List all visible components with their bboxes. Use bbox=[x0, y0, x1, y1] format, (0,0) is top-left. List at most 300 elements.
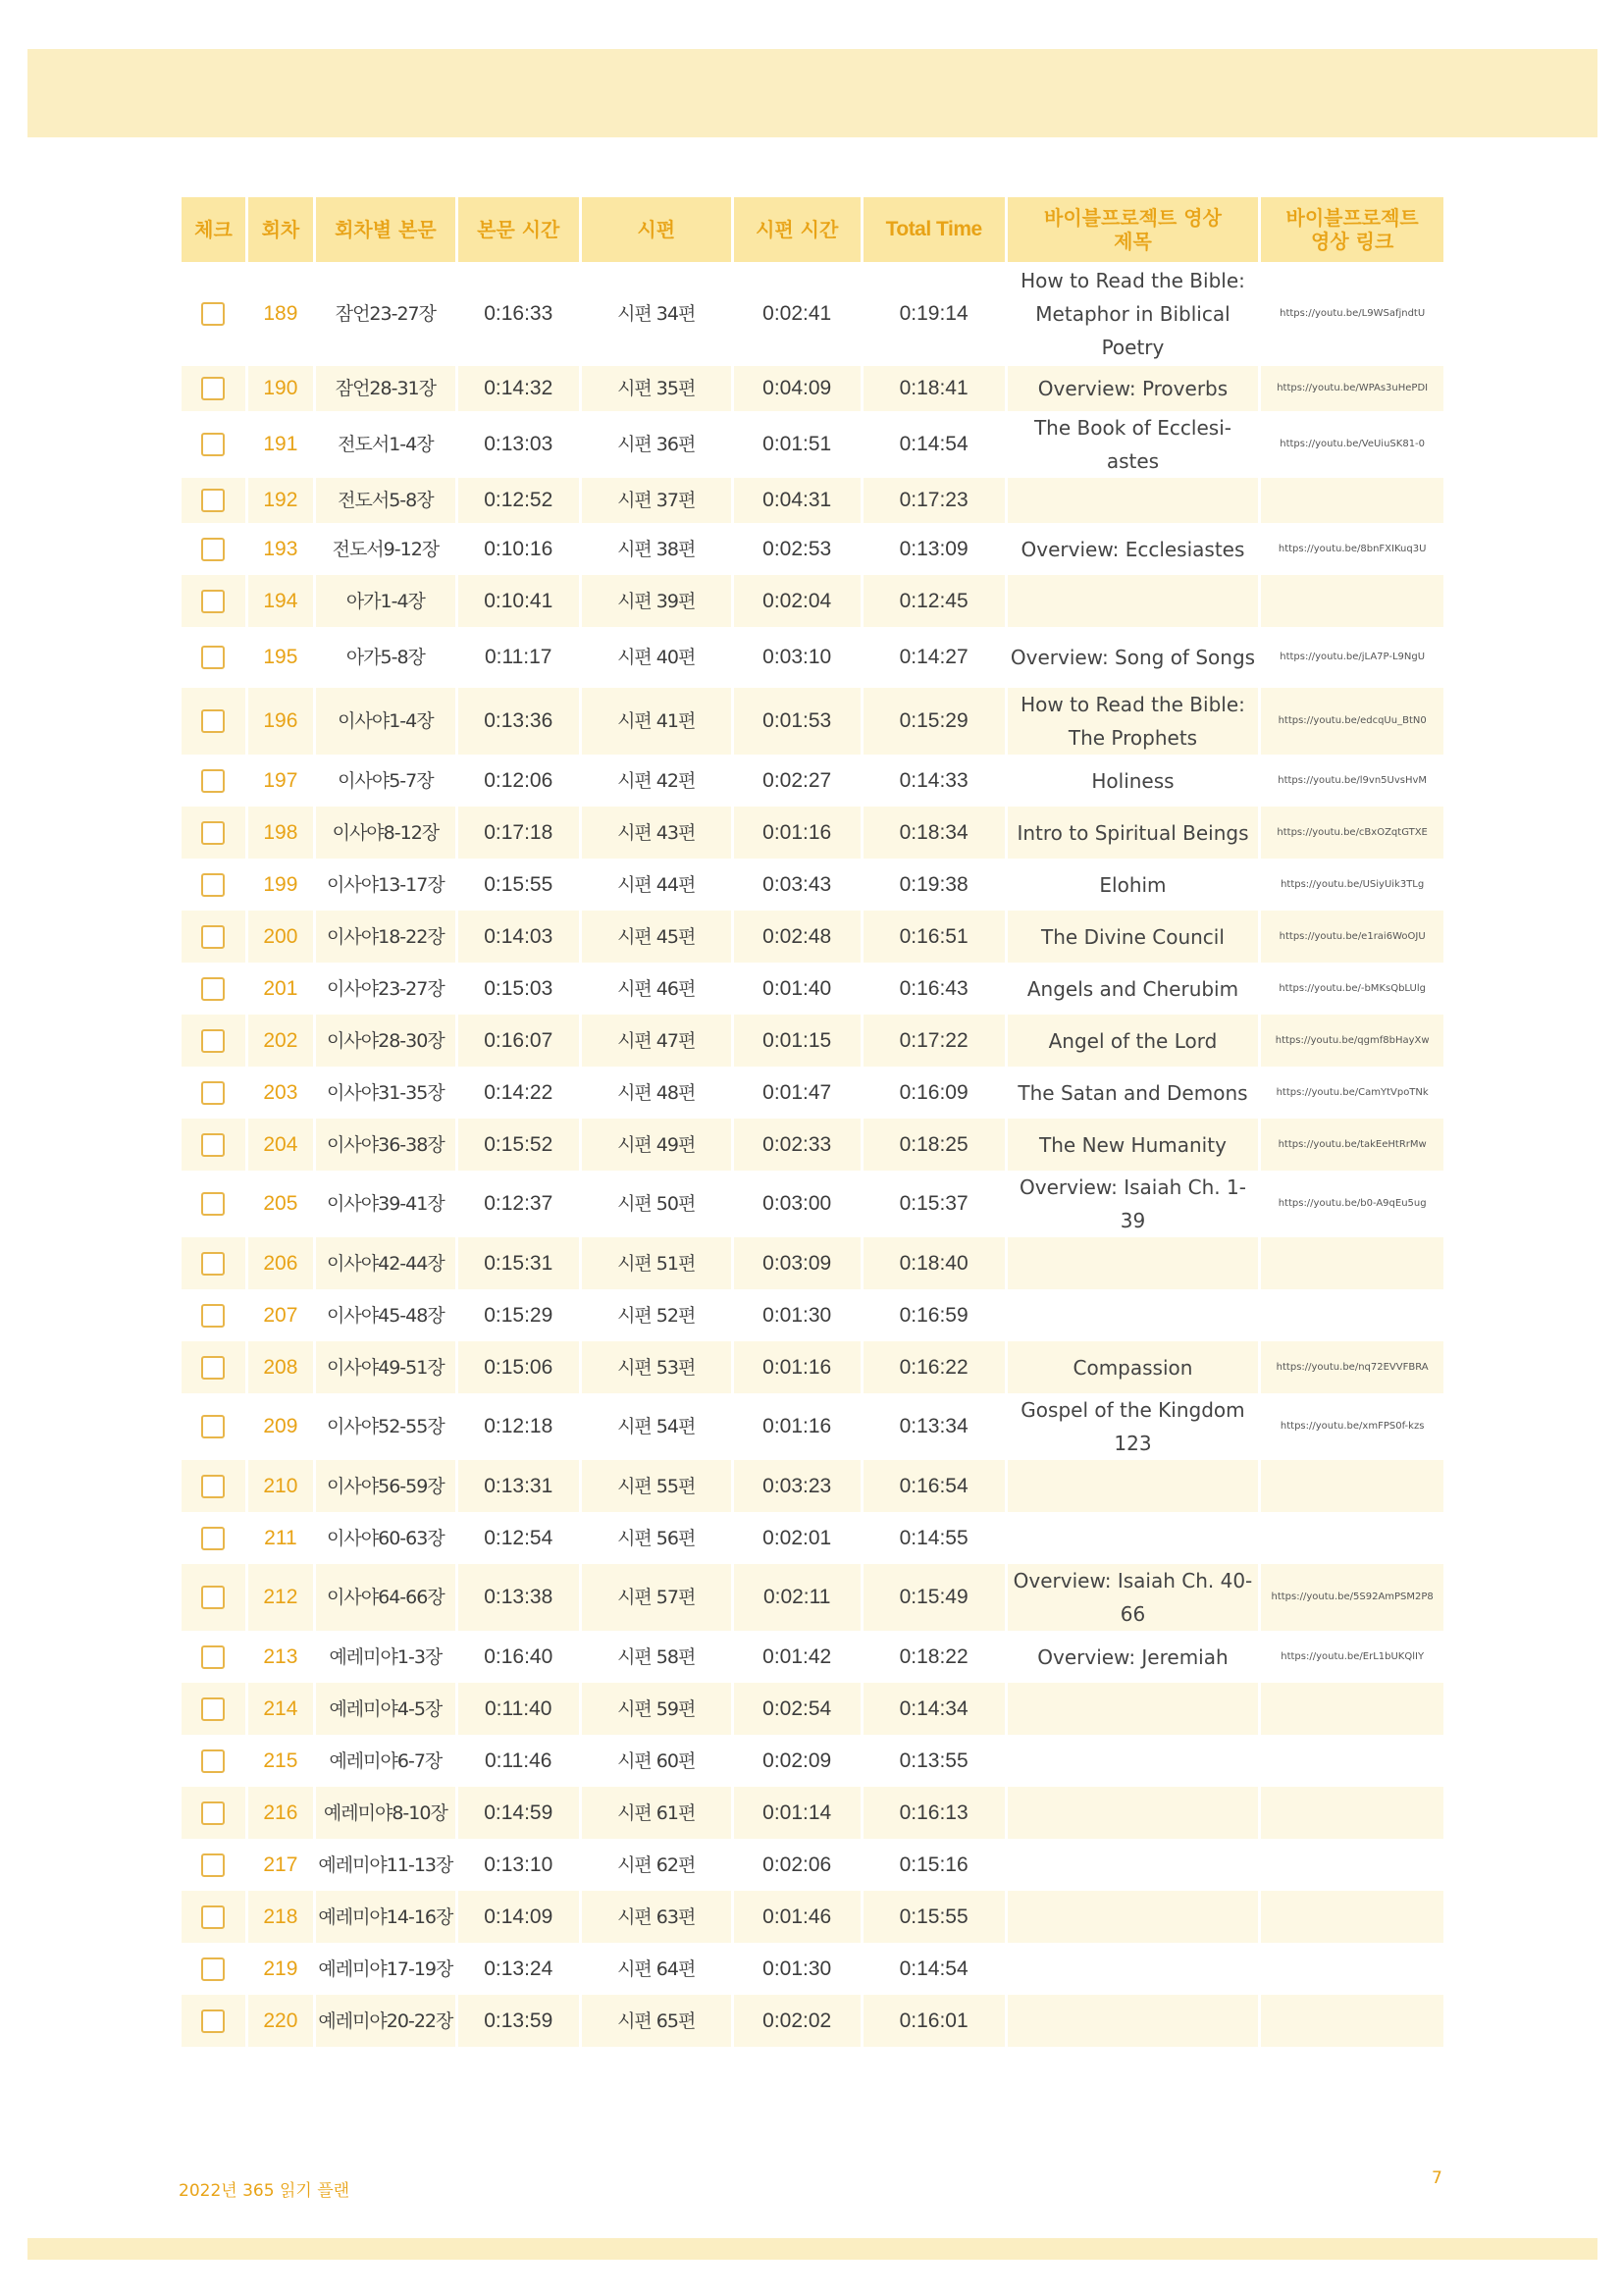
row-video-title: The Book of Ecclesi-astes bbox=[1033, 416, 1231, 473]
row-passage: 전도서9-12장 bbox=[332, 538, 440, 560]
checkbox[interactable] bbox=[201, 590, 225, 613]
header-band bbox=[27, 49, 1597, 137]
row-video-link[interactable]: https://youtu.be/ErL1bUKQlIY bbox=[1281, 1650, 1425, 1662]
table-row bbox=[182, 262, 1443, 366]
row-video-title bbox=[1008, 1683, 1259, 1735]
row-video-link[interactable] bbox=[1261, 1460, 1443, 1512]
row-video-link[interactable] bbox=[1261, 1237, 1443, 1289]
row-psalm-time: 0:01:51 bbox=[762, 433, 832, 455]
row-psalm: 시편 37편 bbox=[582, 478, 731, 523]
row-passage-time: 0:14:09 bbox=[458, 1891, 579, 1943]
checkbox[interactable] bbox=[201, 489, 225, 512]
table-row bbox=[182, 963, 1443, 1015]
row-psalm: 시편 63편 bbox=[582, 1891, 731, 1943]
row-passage-time: 0:14:03 bbox=[458, 911, 579, 963]
row-check-cell bbox=[182, 1512, 245, 1564]
table-row bbox=[182, 575, 1443, 627]
row-passage: 이사야13-17장 bbox=[327, 873, 445, 896]
checkbox[interactable] bbox=[201, 646, 225, 669]
table-row bbox=[182, 911, 1443, 963]
row-passage: 이사야5-7장 bbox=[338, 769, 434, 792]
row-total-time: 0:16:09 bbox=[899, 1080, 969, 1104]
row-num: 215 bbox=[263, 1748, 298, 1772]
checkbox[interactable] bbox=[201, 1133, 225, 1157]
row-check-cell bbox=[182, 1735, 245, 1787]
checkbox[interactable] bbox=[201, 1527, 225, 1550]
row-video-link[interactable]: https://youtu.be/edcqUu_BtN0 bbox=[1261, 688, 1443, 755]
table-row bbox=[182, 478, 1443, 523]
row-psalm-time: 0:01:16 bbox=[734, 1341, 861, 1393]
row-video-link[interactable] bbox=[1261, 1512, 1443, 1564]
row-video-link[interactable]: https://youtu.be/-bMKsQbLUlg bbox=[1279, 982, 1426, 994]
row-num: 209 bbox=[263, 1415, 298, 1437]
header-passage-time: 본문 시간 bbox=[458, 197, 579, 262]
row-passage: 이사야1-4장 bbox=[316, 688, 455, 755]
row-check-cell bbox=[182, 366, 245, 411]
header-video-link: 바이블프로젝트 영상 링크 bbox=[1261, 197, 1443, 262]
row-video-link[interactable]: https://youtu.be/WPAs3uHePDI bbox=[1261, 366, 1443, 411]
row-psalm: 시편 46편 bbox=[617, 977, 696, 1000]
row-total-time: 0:14:54 bbox=[899, 1957, 969, 1980]
row-total-time: 0:14:27 bbox=[899, 646, 969, 668]
table-row bbox=[182, 1237, 1443, 1289]
table-row bbox=[182, 1839, 1443, 1891]
table-row bbox=[182, 688, 1443, 755]
row-num: 198 bbox=[248, 807, 313, 859]
checkbox[interactable] bbox=[201, 2009, 225, 2033]
row-passage-time: 0:15:06 bbox=[458, 1341, 579, 1393]
row-num: 195 bbox=[263, 646, 298, 668]
row-num: 204 bbox=[248, 1119, 313, 1171]
row-check-cell bbox=[182, 627, 245, 688]
row-passage-time: 0:13:31 bbox=[458, 1460, 579, 1512]
row-psalm: 시편 53편 bbox=[582, 1341, 731, 1393]
header-psalm-time: 시편 시간 bbox=[734, 197, 861, 262]
row-video-title bbox=[1008, 1289, 1259, 1341]
row-num: 197 bbox=[263, 768, 298, 792]
row-passage: 이사야60-63장 bbox=[327, 1527, 445, 1549]
row-video-title bbox=[1008, 1787, 1259, 1839]
row-num: 218 bbox=[248, 1891, 313, 1943]
row-psalm-time: 0:02:02 bbox=[734, 1995, 861, 2047]
row-psalm-time: 0:01:15 bbox=[734, 1015, 861, 1067]
row-video-link[interactable]: https://youtu.be/USiyUik3TLg bbox=[1281, 878, 1425, 890]
row-passage: 잠언23-27장 bbox=[335, 303, 436, 325]
footer-band bbox=[27, 2238, 1597, 2260]
row-total-time: 0:19:14 bbox=[899, 302, 969, 325]
footer-plan-title: 2022년 365 읽기 플랜 bbox=[179, 2181, 350, 2201]
row-video-link[interactable] bbox=[1261, 1943, 1443, 1995]
row-passage-time: 0:13:38 bbox=[458, 1564, 579, 1631]
row-psalm-time: 0:03:09 bbox=[734, 1237, 861, 1289]
row-check-cell bbox=[182, 859, 245, 911]
row-num: 206 bbox=[248, 1237, 313, 1289]
row-passage: 이사야52-55장 bbox=[327, 1416, 445, 1437]
row-num: 214 bbox=[248, 1683, 313, 1735]
row-video-title: Overview: Isaiah Ch. 40-66 bbox=[1008, 1564, 1259, 1631]
row-num: 192 bbox=[248, 478, 313, 523]
row-passage-time: 0:16:07 bbox=[458, 1015, 579, 1067]
checkbox[interactable] bbox=[201, 1475, 225, 1498]
row-passage: 이사야31-35장 bbox=[327, 1081, 445, 1104]
row-video-title: Overview: Proverbs bbox=[1008, 366, 1259, 411]
row-num: 217 bbox=[263, 1852, 298, 1876]
row-total-time: 0:19:38 bbox=[899, 872, 969, 896]
row-video-title bbox=[1008, 1943, 1259, 1995]
row-psalm: 시편 44편 bbox=[617, 873, 696, 896]
row-psalm-time: 0:01:53 bbox=[734, 688, 861, 755]
table-row bbox=[182, 411, 1443, 478]
table-row bbox=[182, 1512, 1443, 1564]
row-passage: 예레미야1-3장 bbox=[329, 1645, 443, 1668]
row-check-cell bbox=[182, 1171, 245, 1237]
row-num: 210 bbox=[248, 1460, 313, 1512]
row-check-cell bbox=[182, 1564, 245, 1631]
row-check-cell bbox=[182, 807, 245, 859]
row-passage: 예레미야4-5장 bbox=[316, 1683, 455, 1735]
row-num: 212 bbox=[248, 1564, 313, 1631]
table-row bbox=[182, 1289, 1443, 1341]
row-passage: 이사야18-22장 bbox=[316, 911, 455, 963]
row-total-time: 0:13:34 bbox=[899, 1415, 969, 1437]
row-psalm-time: 0:02:11 bbox=[734, 1564, 861, 1631]
row-psalm-time: 0:01:40 bbox=[762, 976, 832, 1000]
row-total-time: 0:17:23 bbox=[864, 478, 1005, 523]
row-video-link[interactable]: https://youtu.be/CamYtVpoTNk bbox=[1276, 1086, 1429, 1098]
row-num: 193 bbox=[263, 537, 298, 560]
table-row bbox=[182, 1943, 1443, 1995]
row-psalm-time: 0:02:53 bbox=[762, 537, 832, 560]
row-psalm: 시편 40편 bbox=[617, 647, 696, 668]
row-video-link[interactable] bbox=[1261, 575, 1443, 627]
row-video-title: Angels and Cherubim bbox=[1026, 976, 1239, 1001]
row-passage: 전도서1-4장 bbox=[338, 434, 434, 455]
row-passage-time: 0:15:52 bbox=[458, 1119, 579, 1171]
row-psalm: 시편 56편 bbox=[617, 1527, 696, 1549]
row-check-cell bbox=[182, 1067, 245, 1119]
checkbox[interactable] bbox=[201, 977, 225, 1001]
row-passage-time: 0:14:32 bbox=[458, 366, 579, 411]
row-check-cell bbox=[182, 1631, 245, 1683]
row-num: 207 bbox=[263, 1303, 298, 1327]
header-check: 체크 bbox=[182, 197, 245, 262]
row-passage: 전도서5-8장 bbox=[316, 478, 455, 523]
row-psalm-time: 0:03:10 bbox=[762, 646, 832, 668]
row-video-title: Overview: Jeremiah bbox=[1037, 1644, 1229, 1669]
row-psalm: 시편 41편 bbox=[582, 688, 731, 755]
row-video-title bbox=[1008, 1995, 1259, 2047]
row-check-cell bbox=[182, 1943, 245, 1995]
checkbox[interactable] bbox=[201, 769, 225, 793]
row-num: 201 bbox=[263, 976, 298, 1000]
row-total-time: 0:17:22 bbox=[864, 1015, 1005, 1067]
row-check-cell bbox=[182, 963, 245, 1015]
row-video-link[interactable]: https://youtu.be/8bnFXIKuq3U bbox=[1278, 543, 1427, 554]
checkbox[interactable] bbox=[201, 1853, 225, 1877]
checkbox[interactable] bbox=[201, 1586, 225, 1609]
table-row bbox=[182, 1067, 1443, 1119]
row-passage: 예레미야8-10장 bbox=[316, 1787, 455, 1839]
row-check-cell bbox=[182, 262, 245, 366]
row-video-link[interactable]: https://youtu.be/takEeHtRrMw bbox=[1261, 1119, 1443, 1171]
row-video-link[interactable]: https://youtu.be/L9WSafjndtU bbox=[1280, 308, 1426, 319]
checkbox[interactable] bbox=[201, 1029, 225, 1053]
row-passage: 예레미야20-22장 bbox=[316, 1995, 455, 2047]
row-check-cell bbox=[182, 523, 245, 575]
row-check-cell bbox=[182, 1393, 245, 1460]
checkbox[interactable] bbox=[201, 377, 225, 400]
checkbox[interactable] bbox=[201, 1304, 225, 1328]
row-psalm: 시편 64편 bbox=[617, 1957, 696, 1980]
row-psalm: 시편 58편 bbox=[617, 1645, 696, 1668]
page-number: 7 bbox=[1432, 2168, 1442, 2188]
row-psalm: 시편 43편 bbox=[582, 807, 731, 859]
checkbox[interactable] bbox=[201, 1645, 225, 1669]
row-passage-time: 0:16:40 bbox=[484, 1644, 553, 1668]
row-psalm: 시편 52편 bbox=[617, 1304, 696, 1327]
row-video-title: How to Read the Bible: The Prophets bbox=[1008, 688, 1259, 755]
row-passage-time: 0:14:22 bbox=[484, 1080, 553, 1104]
row-video-link[interactable] bbox=[1261, 1891, 1443, 1943]
row-passage-time: 0:13:03 bbox=[484, 433, 553, 455]
row-num: 189 bbox=[263, 302, 298, 325]
row-passage-time: 0:11:46 bbox=[484, 1748, 552, 1772]
row-psalm-time: 0:01:30 bbox=[762, 1957, 832, 1980]
row-video-title bbox=[1008, 1237, 1259, 1289]
row-video-title bbox=[1008, 1512, 1259, 1564]
row-video-link[interactable] bbox=[1261, 1683, 1443, 1735]
header-row bbox=[182, 197, 1443, 262]
row-video-title bbox=[1008, 1891, 1259, 1943]
row-passage-time: 0:13:10 bbox=[484, 1852, 553, 1876]
row-passage: 이사야64-66장 bbox=[316, 1564, 455, 1631]
row-psalm-time: 0:02:04 bbox=[734, 575, 861, 627]
row-total-time: 0:15:55 bbox=[864, 1891, 1005, 1943]
checkbox[interactable] bbox=[201, 821, 225, 845]
row-num: 213 bbox=[263, 1644, 298, 1668]
row-video-title: Intro to Spiritual Beings bbox=[1008, 807, 1259, 859]
row-video-title: The New Humanity bbox=[1008, 1119, 1259, 1171]
row-psalm-time: 0:02:06 bbox=[762, 1852, 832, 1876]
row-passage: 아가5-8장 bbox=[345, 647, 425, 668]
row-total-time: 0:14:54 bbox=[899, 433, 969, 455]
row-total-time: 0:16:01 bbox=[864, 1995, 1005, 2047]
row-psalm: 시편 34편 bbox=[617, 303, 696, 325]
row-passage: 이사야49-51장 bbox=[316, 1341, 455, 1393]
checkbox[interactable] bbox=[201, 1749, 225, 1773]
row-video-title: Overview: Isaiah Ch. 1-39 bbox=[1020, 1175, 1246, 1232]
checkbox[interactable] bbox=[201, 538, 225, 561]
reading-plan-table bbox=[179, 197, 1446, 2047]
row-passage-time: 0:11:40 bbox=[458, 1683, 579, 1735]
row-check-cell bbox=[182, 755, 245, 807]
row-check-cell bbox=[182, 1119, 245, 1171]
checkbox[interactable] bbox=[201, 1905, 225, 1929]
row-check-cell bbox=[182, 411, 245, 478]
row-psalm-time: 0:02:27 bbox=[762, 768, 832, 792]
row-psalm-time: 0:04:31 bbox=[734, 478, 861, 523]
row-psalm-time: 0:01:16 bbox=[762, 1415, 832, 1437]
checkbox[interactable] bbox=[201, 302, 225, 326]
row-check-cell bbox=[182, 1289, 245, 1341]
row-psalm: 시편 45편 bbox=[582, 911, 731, 963]
row-passage-time: 0:12:37 bbox=[484, 1192, 553, 1215]
row-num: 200 bbox=[248, 911, 313, 963]
table-row bbox=[182, 1735, 1443, 1787]
row-video-link[interactable]: https://youtu.be/cBxOZqtGTXE bbox=[1261, 807, 1443, 859]
row-num: 191 bbox=[263, 433, 298, 455]
row-video-link[interactable]: https://youtu.be/qgmf8bHayXw bbox=[1261, 1015, 1443, 1067]
row-psalm: 시편 55편 bbox=[582, 1460, 731, 1512]
checkbox[interactable] bbox=[201, 1957, 225, 1981]
row-video-title: Holiness bbox=[1091, 768, 1175, 793]
row-psalm: 시편 49편 bbox=[582, 1119, 731, 1171]
checkbox[interactable] bbox=[201, 1252, 225, 1276]
row-passage: 이사야8-12장 bbox=[316, 807, 455, 859]
row-total-time: 0:16:13 bbox=[864, 1787, 1005, 1839]
row-psalm-time: 0:03:43 bbox=[762, 872, 832, 896]
row-video-link[interactable]: https://youtu.be/b0-A9qEu5ug bbox=[1278, 1198, 1427, 1209]
row-video-link[interactable] bbox=[1261, 1839, 1443, 1891]
checkbox[interactable] bbox=[201, 873, 225, 897]
row-psalm-time: 0:03:00 bbox=[762, 1192, 832, 1215]
row-psalm-time: 0:03:23 bbox=[734, 1460, 861, 1512]
row-video-title: Angel of the Lord bbox=[1008, 1015, 1259, 1067]
row-check-cell bbox=[182, 478, 245, 523]
row-video-link[interactable]: https://youtu.be/VeUiuSK81-0 bbox=[1280, 439, 1426, 449]
table-row bbox=[182, 1995, 1443, 2047]
row-video-link[interactable]: https://youtu.be/jLA7P-L9NgU bbox=[1280, 652, 1426, 662]
row-video-title: Overview: Ecclesiastes bbox=[1021, 537, 1245, 561]
row-total-time: 0:16:59 bbox=[899, 1303, 969, 1327]
checkbox[interactable] bbox=[201, 1192, 225, 1216]
row-psalm-time: 0:01:47 bbox=[762, 1080, 832, 1104]
row-psalm: 시편 57편 bbox=[582, 1564, 731, 1631]
checkbox[interactable] bbox=[201, 1356, 225, 1380]
row-psalm-time: 0:02:41 bbox=[762, 302, 832, 325]
row-passage-time: 0:17:18 bbox=[458, 807, 579, 859]
row-num: 202 bbox=[248, 1015, 313, 1067]
row-video-link[interactable]: https://youtu.be/l9vn5UvsHvM bbox=[1278, 774, 1428, 786]
table-row bbox=[182, 1393, 1443, 1460]
row-passage-time: 0:12:06 bbox=[484, 768, 553, 792]
row-video-link[interactable] bbox=[1261, 478, 1443, 523]
row-num: 190 bbox=[248, 366, 313, 411]
row-passage-time: 0:11:17 bbox=[484, 646, 552, 668]
row-passage-time: 0:10:16 bbox=[484, 537, 553, 560]
table-row bbox=[182, 1341, 1443, 1393]
row-num: 196 bbox=[248, 688, 313, 755]
row-total-time: 0:13:09 bbox=[899, 537, 969, 560]
row-num: 220 bbox=[248, 1995, 313, 2047]
row-passage: 예레미야6-7장 bbox=[329, 1749, 443, 1772]
row-total-time: 0:15:16 bbox=[899, 1852, 969, 1876]
checkbox[interactable] bbox=[201, 1081, 225, 1105]
row-passage-time: 0:13:24 bbox=[484, 1957, 553, 1980]
checkbox[interactable] bbox=[201, 1697, 225, 1721]
checkbox[interactable] bbox=[201, 925, 225, 949]
row-total-time: 0:18:22 bbox=[899, 1644, 969, 1668]
row-check-cell bbox=[182, 1015, 245, 1067]
table-row bbox=[182, 1891, 1443, 1943]
checkbox[interactable] bbox=[201, 1415, 225, 1438]
row-video-link[interactable]: https://youtu.be/nq72EVVFBRA bbox=[1261, 1341, 1443, 1393]
row-video-title: Overview: Song of Songs bbox=[1010, 646, 1256, 669]
row-check-cell bbox=[182, 1891, 245, 1943]
row-passage: 이사야36-38장 bbox=[316, 1119, 455, 1171]
row-psalm-time: 0:02:01 bbox=[762, 1526, 832, 1549]
row-num: 203 bbox=[263, 1080, 298, 1104]
row-check-cell bbox=[182, 1237, 245, 1289]
table-row bbox=[182, 1683, 1443, 1735]
row-video-link[interactable] bbox=[1261, 1787, 1443, 1839]
row-psalm-time: 0:01:42 bbox=[762, 1644, 832, 1668]
table-row bbox=[182, 1631, 1443, 1683]
row-video-title bbox=[1008, 478, 1259, 523]
row-psalm: 시편 54편 bbox=[617, 1416, 696, 1437]
row-total-time: 0:16:43 bbox=[899, 976, 969, 1000]
row-passage-time: 0:12:54 bbox=[484, 1526, 553, 1549]
row-psalm-time: 0:01:46 bbox=[734, 1891, 861, 1943]
table-row bbox=[182, 1564, 1443, 1631]
row-total-time: 0:18:40 bbox=[864, 1237, 1005, 1289]
table-row bbox=[182, 627, 1443, 688]
row-video-link[interactable]: https://youtu.be/e1rai6WoOJU bbox=[1261, 911, 1443, 963]
row-psalm: 시편 38편 bbox=[617, 538, 696, 560]
row-total-time: 0:18:25 bbox=[864, 1119, 1005, 1171]
row-passage: 이사야42-44장 bbox=[316, 1237, 455, 1289]
row-passage-time: 0:12:18 bbox=[484, 1415, 553, 1437]
row-passage-time: 0:15:29 bbox=[484, 1303, 553, 1327]
row-psalm: 시편 50편 bbox=[617, 1193, 696, 1215]
row-video-link[interactable] bbox=[1261, 1289, 1443, 1341]
row-passage-time: 0:15:55 bbox=[484, 872, 553, 896]
row-check-cell bbox=[182, 911, 245, 963]
row-total-time: 0:14:55 bbox=[899, 1526, 969, 1549]
checkbox[interactable] bbox=[201, 433, 225, 456]
table-row bbox=[182, 1119, 1443, 1171]
header-passage: 회차별 본문 bbox=[316, 197, 455, 262]
table-row bbox=[182, 366, 1443, 411]
table-row bbox=[182, 1787, 1443, 1839]
row-video-link[interactable]: https://youtu.be/xmFPS0f-kzs bbox=[1280, 1421, 1425, 1432]
row-video-title bbox=[1008, 1460, 1259, 1512]
row-passage-time: 0:16:33 bbox=[484, 302, 553, 325]
row-video-link[interactable] bbox=[1261, 1995, 1443, 2047]
row-video-link[interactable]: https://youtu.be/5S92AmPSM2P8 bbox=[1261, 1564, 1443, 1631]
table-row bbox=[182, 1171, 1443, 1237]
row-check-cell bbox=[182, 1995, 245, 2047]
row-psalm: 시편 61편 bbox=[582, 1787, 731, 1839]
row-psalm: 시편 36편 bbox=[617, 434, 696, 455]
row-num: 194 bbox=[248, 575, 313, 627]
row-video-link[interactable] bbox=[1261, 1735, 1443, 1787]
row-psalm: 시편 62편 bbox=[617, 1853, 696, 1876]
row-passage-time: 0:14:59 bbox=[458, 1787, 579, 1839]
row-psalm: 시편 39편 bbox=[582, 575, 731, 627]
row-passage: 이사야45-48장 bbox=[327, 1304, 445, 1327]
header-total-time: Total Time bbox=[864, 197, 1005, 262]
checkbox[interactable] bbox=[201, 1801, 225, 1825]
row-total-time: 0:16:51 bbox=[864, 911, 1005, 963]
row-passage: 이사야23-27장 bbox=[327, 977, 445, 1000]
row-video-title: How to Read the Bible: Metaphor in Biblical Poetry bbox=[1021, 269, 1245, 359]
row-num: 199 bbox=[263, 872, 298, 896]
row-total-time: 0:18:41 bbox=[864, 366, 1005, 411]
checkbox[interactable] bbox=[201, 709, 225, 733]
row-total-time: 0:15:49 bbox=[864, 1564, 1005, 1631]
row-passage: 예레미야11-13장 bbox=[318, 1853, 453, 1876]
